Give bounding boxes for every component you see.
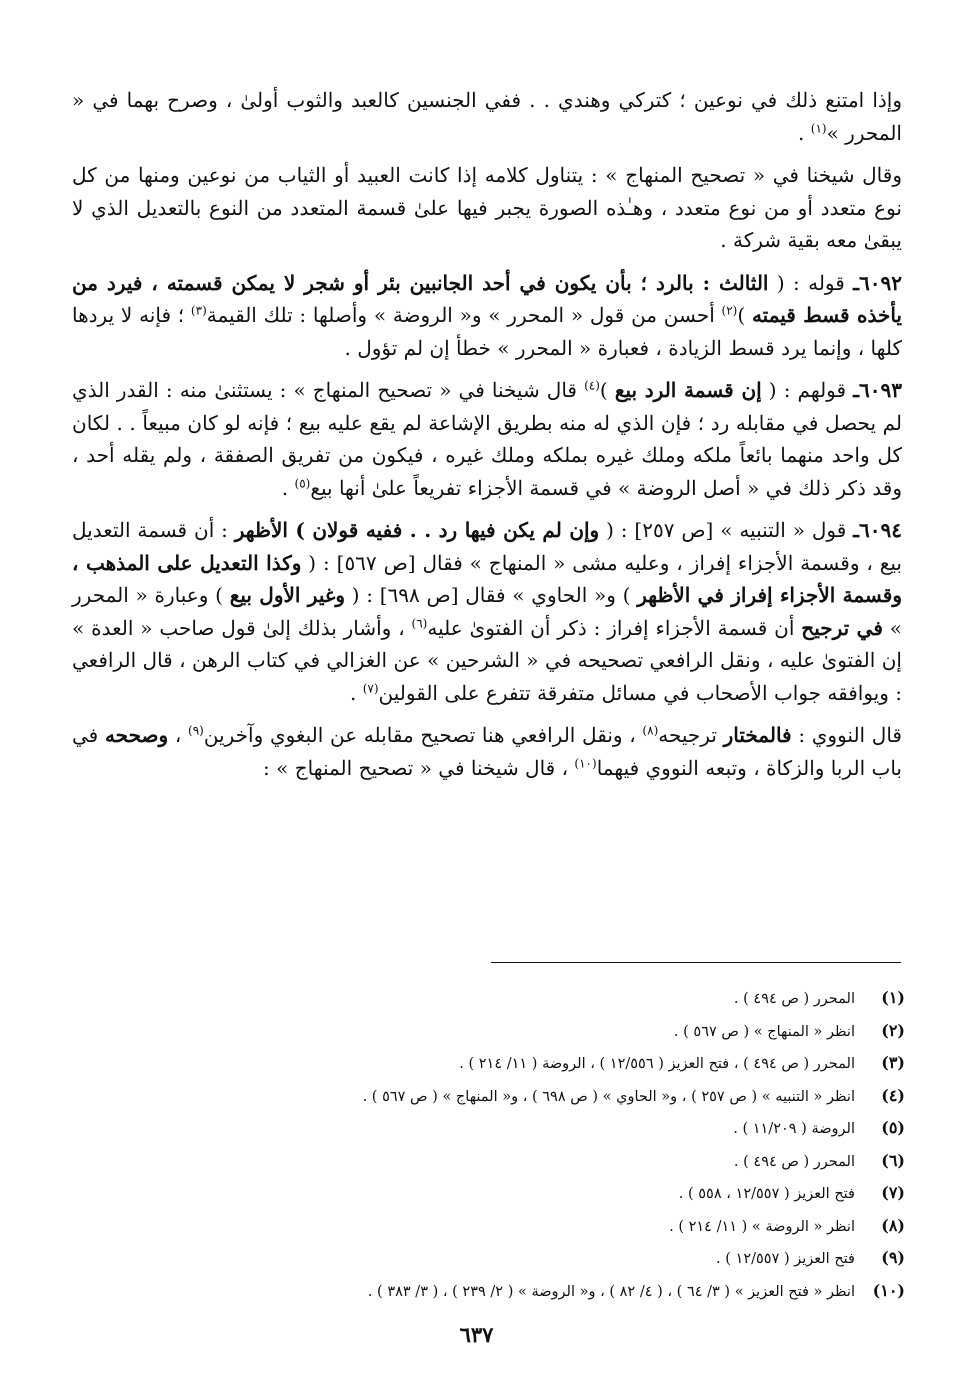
footnote — [105, 988, 905, 1021]
footnote-text: فتح العزيز ( ١٢/٥٥٧ ، ٥٥٨ ) . — [678, 1186, 855, 1202]
text-run: . — [349, 680, 363, 705]
footnote-number: (٦) — [881, 1150, 905, 1170]
text-run: . — [281, 475, 295, 500]
footnote-number: (٥) — [881, 1118, 905, 1137]
bold-text: وكذا التعديل على المذهب ، وقسمة الأجزاء إفراز في الأظهر — [72, 550, 902, 607]
text-run: قال شيخنا في « تصحيح المنهاج » : يستثنىٰ منه : القدر الذي لم يحصل في مقابله رد ؛ فإن الذي له منه بطريق الإشاعة لم يقع عليه بيع ؛ فإنه لو كان مبيعاً . . لكان كل واحد منهما بائعاً ملكه وملك غيره بملكه وملك غيره ، فيكون من تفريق الصفقة ، ولم يقله أحد ، وقد ذكر ذلك في « أصل الروضة » في قسمة الأجزاء تفريعاً علىٰ أنها بيع — [72, 378, 902, 500]
bold-text: ٦٠٩٣ـ — [853, 378, 902, 402]
bold-text: الثالث : بالرد ؛ بأن يكون في أحد الجانبين بئر أو شجر لا يمكن قسمته ، فيرد من يأخذه قسط قيمته — [72, 270, 902, 327]
paragraph-2 — [72, 159, 902, 257]
footnote-reference: (١) — [810, 120, 827, 135]
footnote-number: (٢) — [881, 1020, 905, 1040]
bold-text: ٦٠٩٢ـ — [853, 270, 902, 295]
footnote — [105, 1281, 905, 1314]
paragraph-issue-6092 — [72, 267, 902, 365]
footnote-text: فتح العزيز ( ١٢/٥٥٧ ) . — [716, 1251, 855, 1267]
footnote-divider — [491, 962, 901, 963]
page-number: ٦٣٧ — [459, 1322, 494, 1347]
paragraph-issue-6093 — [72, 374, 902, 504]
footnote-text: الروضة ( ١١/٢٠٩ ) . — [733, 1121, 855, 1137]
text-run: ) وعبارة « المحرر » — [72, 583, 903, 640]
main-text — [72, 84, 902, 794]
text-run: قولهم : ( — [761, 378, 854, 402]
footnote — [105, 1086, 905, 1119]
footnote-reference: (٦) — [411, 615, 428, 630]
footnote-reference: (١٠) — [574, 755, 597, 770]
text-run: أن قسمة الأجزاء إفراز : ذكر أن الفتوىٰ عليه — [427, 615, 802, 640]
footnote-reference: (٩) — [188, 723, 204, 738]
text-run: وقال شيخنا في « تصحيح المنهاج » : يتناول كلامه إذا كانت العبيد أو الثياب من نوعين ومنها من كل نوع متعدد أو من نوع متعدد ، وهـٰذه الصورة يجبر فيها علىٰ قسمة المتعدد من النوع بالتعديل الذي لا يبقىٰ معه بقية شركة . — [72, 163, 902, 252]
bold-text: في ترجيح — [801, 615, 883, 640]
text-run: ؛ فإنه لا يردها كلها ، وإنما يرد قسط الزيادة ، فعبارة « المحرر » خطأ إن لم تؤول . — [72, 303, 902, 360]
paragraph-nawawi — [72, 719, 902, 784]
footnote-number: (٤) — [881, 1085, 905, 1105]
footnote-reference: (٣) — [190, 303, 207, 318]
bold-text: وصححه — [104, 723, 169, 747]
bold-text: ٦٠٩٤ـ — [853, 518, 902, 542]
footnotes-list — [105, 988, 905, 1313]
footnote-text: انظر « المنهاج » ( ص ٥٦٧ ) . — [673, 1023, 855, 1040]
footnote-number: (١) — [881, 988, 905, 1007]
footnote-text: انظر « التنبيه » ( ص ٢٥٧ ) ، و« الحاوي » ( ص ٦٩٨ ) ، و« المنهاج » ( ص ٥٦٧ ) . — [362, 1088, 855, 1105]
footnote-number: (٣) — [881, 1053, 905, 1072]
footnote-text: المحرر ( ص ٤٩٤ ) . — [733, 1153, 855, 1170]
text-run: ، — [168, 723, 188, 747]
footnote-number: (٧) — [881, 1183, 905, 1202]
text-run: ، وأشار بذلك إلىٰ قول صاحب « العدة » إن الفتوىٰ عليه ، ونقل الرافعي تصحيحه في « الشرحين » عن الغزالي في كتاب الرهن ، قال الرافعي : ويوافقه جواب الأصحاب في مسائل متفرقة تتفرع على القولين — [72, 615, 902, 705]
bold-text: إن قسمة الرد بيع — [614, 378, 762, 402]
footnote — [105, 1053, 905, 1086]
footnote-text: انظر « الروضة » ( ١١/ ٢١٤ ) . — [669, 1218, 855, 1235]
text-run: وإذا امتنع ذلك في نوعين ؛ كتركي وهندي . . ففي الجنسين كالعبد والثوب أولىٰ ، وصرح بهما في « المحرر » — [72, 88, 902, 145]
footnote — [105, 1183, 905, 1216]
paragraph-issue-6094 — [72, 514, 902, 709]
text-run: ) — [737, 303, 752, 327]
text-run: قال النووي : — [791, 723, 902, 747]
footnote — [105, 1248, 905, 1281]
footnote — [105, 1216, 905, 1249]
footnote-number: (٨) — [881, 1215, 905, 1235]
text-run: . — [798, 120, 811, 145]
text-run: قول « التنبيه » [ص ٢٥٧] : ( — [599, 518, 854, 542]
footnote-text: انظر « فتح العزيز » ( ٣/ ٦٤ ) ، ( ٤/ ٨٢ ) ، و« الروضة » ( ٢/ ٢٣٩ ) ، ( ٣/ ٣٨٣ ) . — [367, 1283, 855, 1300]
footnote-text: المحرر ( ص ٤٩٤ ) . — [733, 991, 855, 1007]
text-run: في باب الربا والزكاة ، وتبعه النووي فيهما — [72, 723, 902, 780]
text-run: ) و« الحاوي » فقال [ص ٦٩٨] : ( — [344, 583, 638, 607]
footnote-reference: (٤) — [584, 378, 600, 393]
bold-text: وغير الأول بيع — [229, 583, 345, 607]
bold-text: فالمختار — [723, 723, 792, 747]
text-run: ، ونقل الرافعي هنا تصحيح مقابله عن البغوي وآخرين — [203, 723, 643, 747]
text-run: ، قال شيخنا في « تصحيح المنهاج » : — [263, 755, 575, 780]
text-run: ترجيحه — [658, 723, 724, 747]
footnote-text: المحرر ( ص ٤٩٤ ) ، فتح العزيز ( ١٢/٥٥٦ ) ، الروضة ( ١١/ ٢١٤ ) . — [459, 1056, 855, 1072]
footnote-reference: (٢) — [721, 303, 738, 318]
footnote — [105, 1118, 905, 1151]
footnote-reference: (٥) — [294, 475, 311, 490]
footnote-number: (١٠) — [872, 1280, 905, 1300]
bold-text: وإن لم يكن فيها رد . . ففيه قولان ) الأظهر — [234, 518, 600, 542]
footnote-number: (٩) — [881, 1248, 905, 1267]
footnote-reference: (٧) — [362, 680, 379, 695]
text-run: أحسن من قول « المحرر » و« الروضة » وأصلها : تلك القيمة — [206, 303, 722, 327]
text-run: ) — [599, 378, 615, 402]
text-run: قوله : ( — [768, 270, 854, 295]
footnote-reference: (٨) — [642, 723, 659, 738]
paragraph-1 — [72, 84, 902, 149]
footnote — [105, 1151, 905, 1184]
text-run: : أن قسمة التعديل بيع ، وقسمة الأجزاء إفراز ، وعليه مشى « المنهاج » فقال [ص ٥٦٧] : ( — [72, 518, 902, 575]
footnote — [105, 1021, 905, 1054]
